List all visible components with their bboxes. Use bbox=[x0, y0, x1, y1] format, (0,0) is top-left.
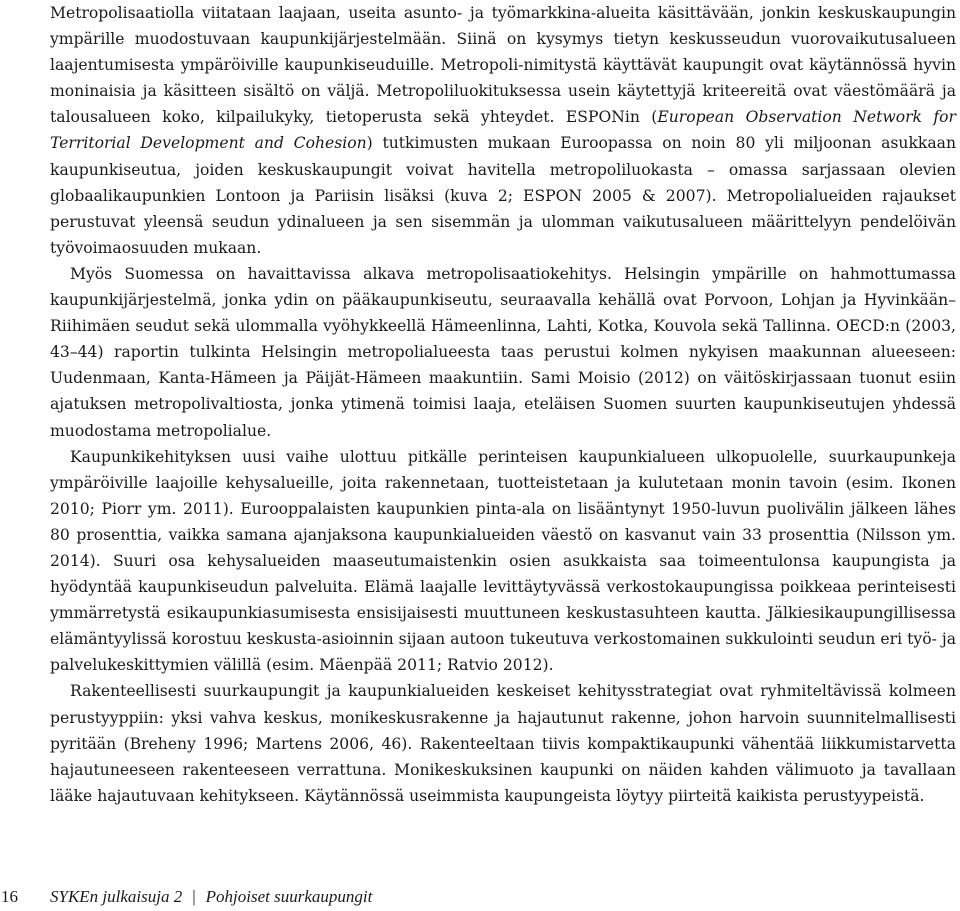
text-segment: Metropolisaatiolla viitataan laajaan, useita asunto- ja työmarkkina-alueita käsittävään, jonkin keskuskaupungin ympärille muodostuvaan kaupunkijärjestelmään. Siinä on kysymys tietyn keskusseudun vuorovaikutusalueen laajentumisesta ympäröiville kaupunkiseuduille. Metropoli-nimitystä käyttävät kaupungit ovat käytännössä hyvin moninaisia ja käsitteen sisältö on väljä. Metropoliluokituksessa usein käytettyjä kriteereitä ovat väestömäärä ja talousalueen koko, kilpailukyky, tietoperusta sekä yhteydet. ESPONin ( bbox=[50, 4, 956, 127]
text-segment: ) tutkimusten mukaan Euroopassa on noin 80 yli miljoonan asukkaan kaupunkiseutua, joiden keskuskaupungit voivat havitella metropoliluokasta – omassa sarjassaan olevien globaalikaupunkien Lontoon ja Pariisin lisäksi (kuva 2; ESPON 2005 & 2007). Metropolialueiden rajaukset perustuvat yleensä seudun ydinalueen ja sen sisemmän ja ulomman vaikutusalueen määrittelyyn pendelöivän työvoimaosuuden mukaan. bbox=[50, 134, 956, 257]
paragraph-metropolisation bbox=[50, 0, 956, 261]
series-issue: 2 bbox=[173, 887, 183, 906]
footer-series bbox=[50, 887, 372, 907]
text-segment: Kaupunkikehityksen uusi vaihe ulottuu pitkälle perinteisen kaupunkialueen ulkopuolelle, suurkaupunkeja ympäröiville laajoille kehysalueille, joita rakennetaan, tuotteistetaan ja kulutetaan monin tavoin (esim. Ikonen 2010; Piorr ym. 2011). Eurooppalaisten kaupunkien pinta-ala on lisääntynyt 1950-luvun puolivälin jälkeen lähes 80 prosenttia, vaikka samana ajanjaksona kaupunkialueiden väestö on kasvanut vain 33 prosenttia (Nilsson ym. 2014). Suuri osa kehysalueiden maaseutumaistenkin osien asukkaista saa toimeentulonsa kaupungista ja hyödyntää kaupunkiseudun palveluita. Elämä laajalle levittäytyvässä verkostokaupungissa poikkeaa perinteisesti ymmärretystä esikaupunkiasumisesta ensisijaisesti muuttuneen keskustasuhteen kautta. Jälkiesikaupungillisessa elämäntyylissä korostuu keskusta-asioinnin sijaan autoon tukeutuva verkostomainen sukkulointi seudun eri työ- ja palvelukeskittymien välillä (esim. Mäenpää 2011; Ratvio 2012). bbox=[50, 447, 956, 675]
page-number: 16 bbox=[1, 887, 18, 906]
body-text bbox=[50, 0, 956, 809]
text-segment: Rakenteellisesti suurkaupungit ja kaupunkialueiden keskeiset kehitysstrategiat ovat ryhmiteltävissä kolmeen perustyyppiin: yksi vahva keskus, monikeskusrakenne ja hajautunut rakenne, johon harvoin suunnitelmallisesti pyritään (Breheny 1996; Martens 2006, 46). Rakenteeltaan tiivis kompaktikaupunki vähentää liikkumistarvetta hajautuneeseen rakenteeseen verrattuna. Monikeskuksinen kaupunki on näiden kahden välimuoto ja tavallaan lääke hajautuvaan kehitykseen. Käytännössä useimmista kaupungeista löytyy piirteitä kaikista perustyypeistä. bbox=[50, 682, 956, 805]
footer-separator: | bbox=[192, 887, 196, 906]
text-segment-italic: European Observation Network for Territorial Development and Cohesion bbox=[50, 108, 956, 153]
paragraph-structural-types bbox=[50, 678, 956, 808]
paragraph-urban-development bbox=[50, 444, 956, 679]
publication-title: Pohjoiset suurkaupungit bbox=[205, 887, 373, 906]
series-name: SYKEn julkaisuja bbox=[50, 887, 170, 906]
text-segment: Myös Suomessa on havaittavissa alkava metropolisaatiokehitys. Helsingin ympärille on hahmottumassa kaupunkijärjestelmä, jonka ydin on pääkaupunkiseutu, seuraavalla kehällä ovat Porvoon, Lohjan ja Hyvinkään–Riihimäen seudut sekä ulommalla vyöhykkeellä Hämeenlinna, Lahti, Kotka, Kouvola sekä Tallinna. OECD:n (2003, 43–44) raportin tulkinta Helsingin metropolialueesta taas perustui kolmen nykyisen maakunnan alueeseen: Uudenmaan, Kanta-Hämeen ja Päijät-Hämeen maakuntiin. Sami Moisio (2012) on väitöskirjassaan tuonut esiin ajatuksen metropolivaltiosta, jonka ytimenä toimisi laaja, eteläisen Suomen suurten kaupunkiseutujen yhdessä muodostama metropolialue. bbox=[50, 264, 956, 440]
paragraph-finland-metropolisation bbox=[50, 261, 956, 444]
